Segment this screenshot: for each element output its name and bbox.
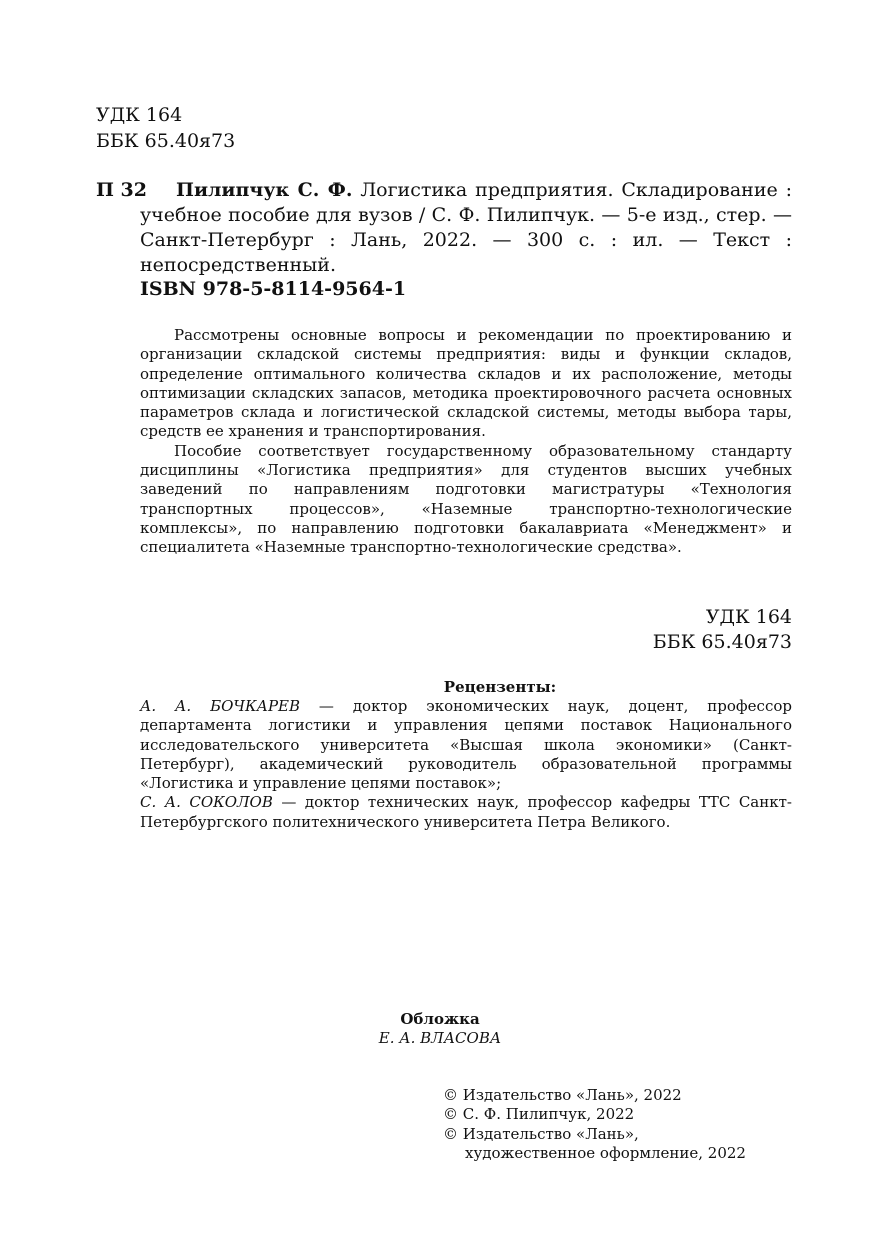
annotation [140, 326, 792, 558]
cover-label: Обложка [400, 1010, 480, 1028]
copyright-text: Издательство «Лань», [462, 1124, 639, 1143]
copyright-icon: © [443, 1105, 458, 1124]
bbk-bottom: ББК 65.40я73 [652, 631, 792, 653]
copyright-text: С. Ф. Пилипчук, 2022 [462, 1105, 635, 1124]
isbn: ISBN 978-5-8114-9564-1 [140, 278, 407, 300]
bibliographic-text: Логистика предприятия. Складирование : учебное пособие для вузов / С. Ф. Пилипчук. — 5-е изд., стер. — Санкт-Петербург : Лань, 2022. — 300 с. : ил. — Текст : непосредственный. [140, 179, 793, 276]
reviewer-name: С. А. СОКОЛОВ [140, 793, 273, 812]
copyright-icon: © [443, 1124, 458, 1143]
reviewer-entry [140, 697, 792, 793]
copyright-line [443, 1125, 803, 1144]
bibliographic-description [140, 178, 792, 278]
copyright-block [443, 1086, 803, 1163]
reviewer-name: А. А. БОЧКАРЕВ [140, 697, 301, 715]
copyright-text: Издательство «Лань», 2022 [462, 1086, 682, 1104]
bibliographic-author: Пилипчук С. Ф. [176, 179, 353, 201]
udk-bottom: УДК 164 [705, 606, 792, 628]
author-code: П 32 [96, 179, 147, 201]
bbk-top: ББК 65.40я73 [96, 130, 236, 152]
reviewer-desc: — доктор технических наук, профессор кафедры ТТС Санкт-Петербургского политехнического университета Петра Великого. [140, 793, 792, 831]
reviewers-list [140, 697, 792, 832]
copyright-line [443, 1086, 803, 1105]
reviewer-desc: — доктор экономических наук, доцент, профессор департамента логистики и управления цепями поставок Национального исследовательского университета «Высшая школа экономики» (Санкт-Петербург), академический руководитель образовательной программы «Логистика и управление цепями поставок»; [140, 697, 792, 793]
reviewers-heading: Рецензенты: [443, 678, 557, 696]
udk-top: УДК 164 [96, 104, 183, 126]
copyright-icon: © [443, 1086, 458, 1104]
cover-designer: Е. А. ВЛАСОВА [378, 1029, 502, 1047]
annotation-paragraph: Рассмотрены основные вопросы и рекомендации по проектированию и организации складской системы предприятия: виды и функции складов, определение оптимального количества складов и их расположение, методы оптимизации складских запасов, методика проектировочного расчета основных параметров склада и логистической складской системы, методы выбора тары, средств ее хранения и транспортирования. [140, 326, 792, 441]
copyright-line [443, 1105, 803, 1124]
copyright-line-continued: художественное оформление, 2022 [465, 1143, 746, 1162]
reviewer-entry [140, 793, 792, 832]
annotation-paragraph: Пособие соответствует государственному образовательному стандарту дисциплины «Логистика предприятия» для студентов высших учебных заведений по направлениям подготовки магистратуры «Технология транспортных процессов», «Наземные транспортно-технологические комплексы», по направлению подготовки бакалавриата «Менеджмент» и специалитета «Наземные транспортно-технологические средства». [140, 441, 792, 557]
